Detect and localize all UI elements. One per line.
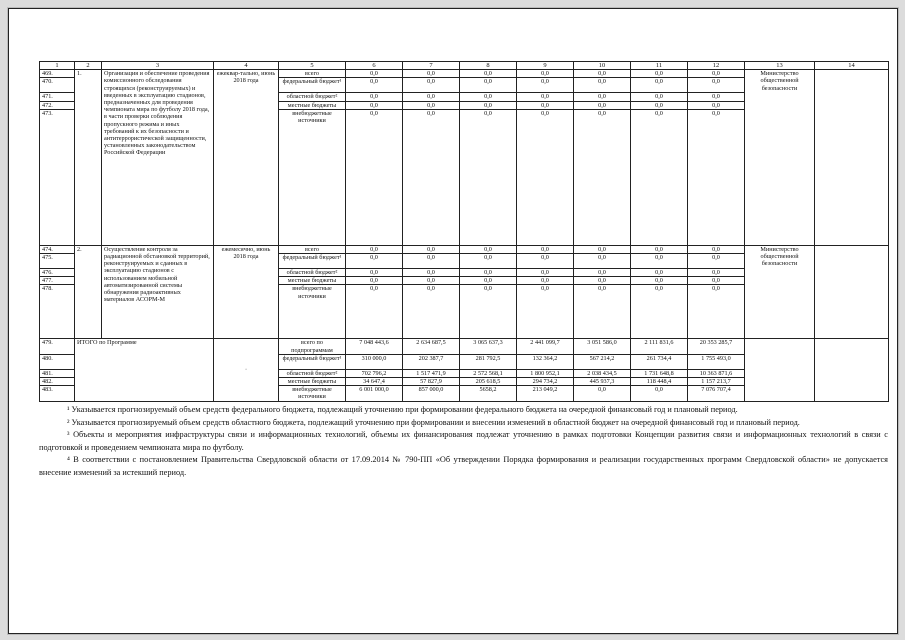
amount-cell: 0,0 (460, 269, 517, 277)
amount-cell: 0,0 (517, 70, 574, 78)
amount-cell: 1 800 952,1 (517, 369, 574, 377)
column-header: 4 (214, 62, 279, 70)
amount-cell: 0,0 (574, 70, 631, 78)
amount-cell: 0,0 (688, 269, 745, 277)
amount-cell: 281 792,5 (460, 354, 517, 369)
amount-cell: 202 387,7 (403, 354, 460, 369)
amount-cell: 0,0 (631, 101, 688, 109)
activity-period: ежемесячно, июнь 2018 года (214, 245, 279, 339)
amount-cell: 0,0 (403, 70, 460, 78)
activity-number: 2. (75, 245, 102, 339)
amount-cell: 0,0 (688, 277, 745, 285)
row-number: 476. (40, 269, 75, 277)
funding-source: местные бюджеты (279, 277, 346, 285)
row-number: 471. (40, 93, 75, 101)
amount-cell: 2 441 099,7 (517, 339, 574, 354)
amount-cell: 0,0 (517, 245, 574, 253)
amount-cell: 0,0 (346, 245, 403, 253)
amount-cell: 0,0 (346, 78, 403, 93)
executor: Министерство общественной безопасности (745, 245, 815, 339)
amount-cell: 261 734,4 (631, 354, 688, 369)
footnote: ⁴ В соответствии с постановлением Правительства Свердловской области от 17.09.2014 № 790-ПП «Об утверждении Порядка формирования и реализации государственных программ Свердловской области» не допускается внесение изменений за истекший период. (39, 455, 888, 477)
amount-cell: 1 755 493,0 (688, 354, 745, 369)
amount-cell: 213 049,2 (517, 386, 574, 401)
amount-cell: 118 448,4 (631, 378, 688, 386)
amount-cell: 0,0 (631, 109, 688, 245)
amount-cell: 0,0 (631, 254, 688, 269)
activity-description: Организация и обеспечение проведения комиссионного обследования строящихся (реконструируемых) и введенных в эксплуатацию стадионов, предназначенных для проведения чемпионата мира по футболу 2018 года, в части проверки соблюдения пропускного режима и иных требований к их безопасности и антитеррористической защищенности, установленных законодательством Российской Федерации (102, 70, 214, 246)
column-header: 3 (102, 62, 214, 70)
amount-cell: 0,0 (631, 78, 688, 93)
row-number: 482. (40, 378, 75, 386)
amount-cell: 0,0 (574, 386, 631, 401)
header-row (40, 62, 889, 70)
row-number: 470. (40, 78, 75, 93)
funding-source: внебюджетные источники (279, 285, 346, 339)
row-number: 478. (40, 285, 75, 339)
total-label: ИТОГО по Программе (75, 339, 214, 401)
amount-cell: 20 353 285,7 (688, 339, 745, 354)
amount-cell: 57 827,9 (403, 378, 460, 386)
amount-cell: 0,0 (631, 269, 688, 277)
column-header: 1 (40, 62, 75, 70)
funding-source: всего (279, 70, 346, 78)
amount-cell: 132 364,2 (517, 354, 574, 369)
funding-source: областной бюджет² (279, 93, 346, 101)
row-number: 474. (40, 245, 75, 253)
amount-cell: 0,0 (403, 285, 460, 339)
amount-cell: 0,0 (574, 78, 631, 93)
amount-cell: 2 572 568,1 (460, 369, 517, 377)
amount-cell: 0,0 (574, 277, 631, 285)
funding-source: областной бюджет² (279, 369, 346, 377)
amount-cell: 0,0 (460, 70, 517, 78)
table-row (40, 70, 889, 78)
row-number: 479. (40, 339, 75, 354)
funding-source: федеральный бюджет¹ (279, 254, 346, 269)
amount-cell: 7 076 707,4 (688, 386, 745, 401)
amount-cell: 5658,2 (460, 386, 517, 401)
column-header: 12 (688, 62, 745, 70)
amount-cell: 0,0 (346, 285, 403, 339)
executor (745, 339, 815, 401)
row-number: 473. (40, 109, 75, 245)
column-header: 14 (815, 62, 889, 70)
amount-cell: 0,0 (346, 277, 403, 285)
funding-source: федеральный бюджет¹ (279, 354, 346, 369)
amount-cell: 0,0 (574, 254, 631, 269)
row-number: 475. (40, 254, 75, 269)
amount-cell: 0,0 (403, 254, 460, 269)
amount-cell: 0,0 (403, 109, 460, 245)
table-row (40, 245, 889, 253)
funding-source: внебюджетные источники (279, 109, 346, 245)
note-cell (815, 70, 889, 246)
amount-cell: 0,0 (688, 70, 745, 78)
amount-cell: 0,0 (688, 254, 745, 269)
row-number: 481. (40, 369, 75, 377)
amount-cell: 1 517 471,9 (403, 369, 460, 377)
amount-cell: 294 734,2 (517, 378, 574, 386)
activity-description: Осуществление контроля за радиационной обстановкой территорий, реконструируемых и сданных в эксплуатацию стадионов с использованием мобильной автоматизированной системы обнаружения радиоактивных материалов АСОРМ-М (102, 245, 214, 339)
amount-cell: 0,0 (346, 93, 403, 101)
column-header: 5 (279, 62, 346, 70)
amount-cell: 0,0 (346, 109, 403, 245)
amount-cell: 1 157 213,7 (688, 378, 745, 386)
row-number: 477. (40, 277, 75, 285)
amount-cell: 0,0 (688, 109, 745, 245)
column-header: 7 (403, 62, 460, 70)
amount-cell: 0,0 (574, 245, 631, 253)
amount-cell: 0,0 (574, 93, 631, 101)
amount-cell: 0,0 (574, 101, 631, 109)
total-row (40, 339, 889, 354)
amount-cell: 0,0 (460, 277, 517, 285)
amount-cell: 6 001 000,0 (346, 386, 403, 401)
amount-cell: 0,0 (460, 245, 517, 253)
amount-cell: 0,0 (631, 386, 688, 401)
amount-cell: 1 731 648,8 (631, 369, 688, 377)
amount-cell: 0,0 (688, 93, 745, 101)
amount-cell: 0,0 (631, 245, 688, 253)
amount-cell: 0,0 (460, 285, 517, 339)
total-period: · (214, 339, 279, 401)
executor: Министерство общественной безопасности (745, 70, 815, 246)
funding-source: местные бюджеты (279, 101, 346, 109)
amount-cell: 0,0 (517, 93, 574, 101)
document-page (8, 8, 898, 634)
amount-cell: 0,0 (574, 285, 631, 339)
footnote: ² Указывается прогнозируемый объем средств областного бюджета, подлежащий уточнению при формировании и внесении изменений в областной бюджет на очередной финансовый год и плановый период. (67, 417, 800, 427)
amount-cell: 2 111 831,6 (631, 339, 688, 354)
amount-cell: 0,0 (346, 70, 403, 78)
amount-cell: 3 051 586,0 (574, 339, 631, 354)
amount-cell: 0,0 (688, 285, 745, 339)
amount-cell: 0,0 (403, 78, 460, 93)
amount-cell: 0,0 (517, 101, 574, 109)
amount-cell: 310 000,0 (346, 354, 403, 369)
amount-cell: 0,0 (517, 254, 574, 269)
budget-table (39, 61, 889, 402)
amount-cell: 0,0 (460, 101, 517, 109)
amount-cell: 34 647,4 (346, 378, 403, 386)
funding-source: местные бюджеты (279, 378, 346, 386)
amount-cell: 0,0 (631, 277, 688, 285)
row-number: 483. (40, 386, 75, 401)
amount-cell: 205 618,5 (460, 378, 517, 386)
amount-cell: 0,0 (688, 78, 745, 93)
funding-source: всего (279, 245, 346, 253)
footnotes (39, 404, 888, 479)
amount-cell: 0,0 (517, 269, 574, 277)
amount-cell: 0,0 (403, 269, 460, 277)
funding-source: внебюджетные источники (279, 386, 346, 401)
amount-cell: 0,0 (346, 254, 403, 269)
amount-cell: 445 937,3 (574, 378, 631, 386)
amount-cell: 2 634 687,5 (403, 339, 460, 354)
amount-cell: 0,0 (688, 245, 745, 253)
note-cell (815, 245, 889, 339)
amount-cell: 7 048 443,6 (346, 339, 403, 354)
column-header: 9 (517, 62, 574, 70)
note-cell (815, 339, 889, 401)
row-number: 480. (40, 354, 75, 369)
amount-cell: 0,0 (403, 93, 460, 101)
amount-cell: 0,0 (517, 78, 574, 93)
footnote: ³ Объекты и мероприятия инфраструктуры связи и информационных технологий, объемы их финансирования подлежат уточнению в рамках подготовки Концепции развития связи и информационных технологий в связи с подготовкой и проведением чемпионата мира по футболу. (39, 430, 888, 452)
amount-cell: 0,0 (403, 101, 460, 109)
column-header: 8 (460, 62, 517, 70)
amount-cell: 567 214,2 (574, 354, 631, 369)
column-header: 11 (631, 62, 688, 70)
amount-cell: 2 038 434,5 (574, 369, 631, 377)
funding-source: всего по подпрограммам (279, 339, 346, 354)
amount-cell: 0,0 (517, 277, 574, 285)
activity-period: ежеквар-тально, июнь 2018 года (214, 70, 279, 246)
amount-cell: 0,0 (631, 285, 688, 339)
amount-cell: 0,0 (631, 70, 688, 78)
amount-cell: 0,0 (631, 93, 688, 101)
column-header: 10 (574, 62, 631, 70)
amount-cell: 0,0 (403, 245, 460, 253)
activity-number: 1. (75, 70, 102, 246)
amount-cell: 0,0 (460, 93, 517, 101)
amount-cell: 3 065 637,3 (460, 339, 517, 354)
amount-cell: 857 000,0 (403, 386, 460, 401)
amount-cell: 0,0 (460, 78, 517, 93)
amount-cell: 0,0 (688, 101, 745, 109)
amount-cell: 0,0 (346, 269, 403, 277)
column-header: 13 (745, 62, 815, 70)
amount-cell: 0,0 (403, 277, 460, 285)
row-number: 472. (40, 101, 75, 109)
amount-cell: 10 363 871,6 (688, 369, 745, 377)
column-header: 6 (346, 62, 403, 70)
amount-cell: 0,0 (574, 269, 631, 277)
funding-source: федеральный бюджет¹ (279, 78, 346, 93)
amount-cell: 0,0 (517, 109, 574, 245)
funding-source: областной бюджет² (279, 269, 346, 277)
amount-cell: 0,0 (346, 101, 403, 109)
amount-cell: 0,0 (460, 109, 517, 245)
amount-cell: 0,0 (517, 285, 574, 339)
amount-cell: 702 796,2 (346, 369, 403, 377)
amount-cell: 0,0 (574, 109, 631, 245)
footnote: ¹ Указывается прогнозируемый объем средств федерального бюджета, подлежащий уточнению при формировании федерального бюджета на очередной финансовый год и плановый период. (67, 405, 738, 414)
row-number: 469. (40, 70, 75, 78)
column-header: 2 (75, 62, 102, 70)
amount-cell: 0,0 (460, 254, 517, 269)
